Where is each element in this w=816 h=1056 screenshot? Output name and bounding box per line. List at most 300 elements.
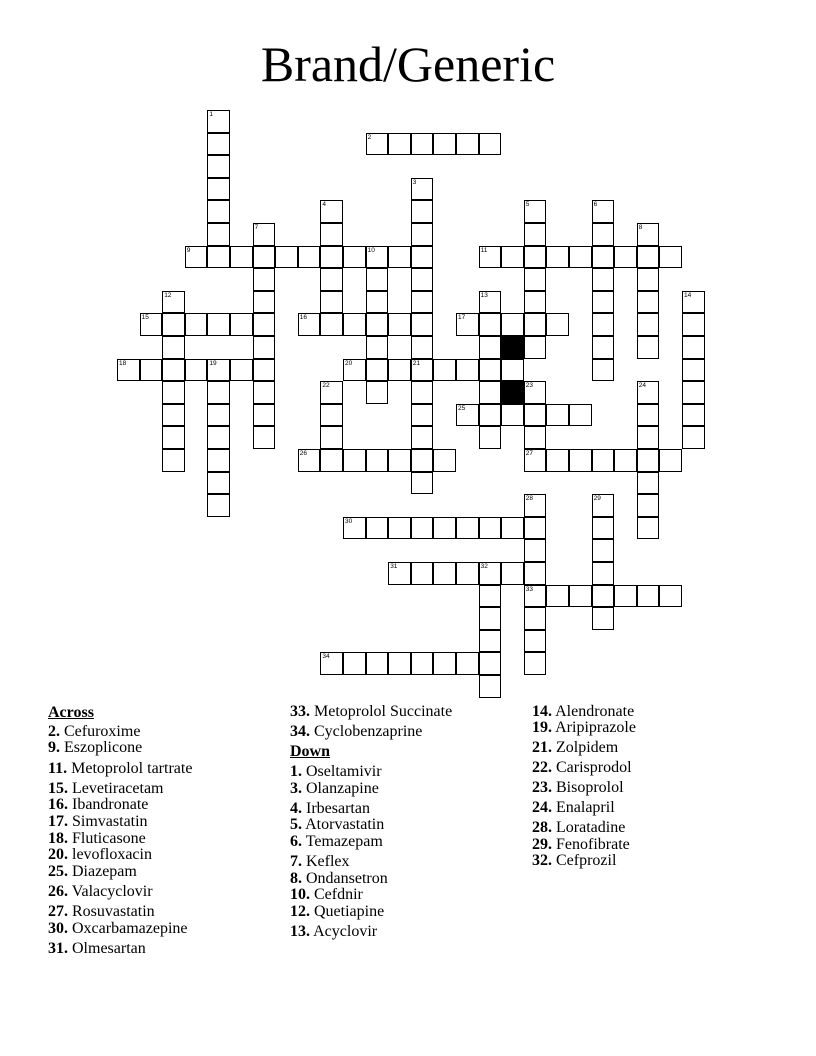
grid-cell[interactable] (388, 313, 411, 336)
grid-cell[interactable] (456, 404, 479, 427)
grid-cell[interactable] (479, 426, 502, 449)
grid-cell[interactable] (207, 494, 230, 517)
clue-number-label: 11 (480, 246, 488, 254)
grid-cell[interactable] (456, 652, 479, 675)
clue-number: 25. (48, 863, 68, 880)
clue-number: 17. (48, 813, 68, 830)
clue-number-label: 7 (254, 224, 259, 231)
clue-number: 32. (532, 852, 552, 869)
grid-cell[interactable] (411, 517, 434, 540)
clue-text: Acyclovir (313, 923, 378, 940)
clue-number: 30. (48, 920, 68, 937)
grid-cell[interactable] (411, 178, 434, 201)
clue-item (532, 852, 616, 869)
grid-cell[interactable] (411, 200, 434, 223)
grid-cell[interactable] (479, 517, 502, 540)
clue-number-label: 23 (525, 382, 534, 390)
clue-number-label: 28 (525, 495, 534, 503)
grid-cell[interactable] (207, 223, 230, 246)
grid-cell[interactable] (456, 133, 479, 156)
clue-text: Eszoplicone (64, 739, 143, 756)
grid-cell[interactable] (592, 268, 615, 291)
grid-cell[interactable] (546, 404, 569, 427)
grid-cell[interactable] (185, 246, 208, 269)
grid-cell[interactable] (524, 291, 547, 314)
grid-cell[interactable] (320, 404, 343, 427)
grid-cell[interactable] (253, 223, 276, 246)
grid-cell[interactable] (253, 381, 276, 404)
grid-cell[interactable] (524, 426, 547, 449)
grid-cell[interactable] (207, 155, 230, 178)
grid-cell[interactable] (388, 449, 411, 472)
grid-cell[interactable] (275, 246, 298, 269)
clue-number: 27. (48, 903, 68, 920)
grid-cell[interactable] (479, 652, 502, 675)
grid-cell[interactable] (343, 652, 366, 675)
grid-cell[interactable] (524, 404, 547, 427)
grid-cell[interactable] (411, 246, 434, 269)
grid-cell[interactable] (411, 404, 434, 427)
grid-cell[interactable] (366, 268, 389, 291)
clue-number: 26. (48, 883, 68, 900)
grid-cell[interactable] (592, 585, 615, 608)
clue-number: 22. (532, 759, 552, 776)
grid-cell[interactable] (479, 675, 502, 698)
clue-text: Simvastatin (72, 813, 148, 830)
grid-cell[interactable] (569, 404, 592, 427)
clue-item (290, 870, 388, 887)
grid-cell[interactable] (479, 291, 502, 314)
clue-number-label: 16 (299, 314, 308, 322)
grid-cell[interactable] (637, 381, 660, 404)
grid-cell[interactable] (366, 517, 389, 540)
clue-text: Zolpidem (556, 739, 619, 756)
grid-cell[interactable] (524, 494, 547, 517)
clue-item (290, 833, 383, 850)
clue-text: Alendronate (555, 703, 635, 720)
clue-number-label: 8 (638, 224, 643, 231)
grid-cell[interactable] (320, 268, 343, 291)
grid-cell[interactable] (524, 585, 547, 608)
grid-cell[interactable] (207, 426, 230, 449)
grid-cell[interactable] (411, 562, 434, 585)
clue-item (48, 723, 140, 740)
clue-number: 19. (532, 719, 552, 736)
clue-number: 20. (48, 846, 68, 863)
grid-cell[interactable] (230, 359, 253, 382)
grid-cell[interactable] (366, 381, 389, 404)
grid-cell[interactable] (185, 359, 208, 382)
grid-cell[interactable] (524, 449, 547, 472)
grid-cell[interactable] (207, 449, 230, 472)
grid-cell[interactable] (253, 313, 276, 336)
grid-cell[interactable] (162, 426, 185, 449)
grid-cell[interactable] (637, 472, 660, 495)
grid-cell[interactable] (659, 449, 682, 472)
grid-cell[interactable] (637, 336, 660, 359)
clue-item (48, 739, 142, 756)
clue-item (48, 863, 137, 880)
clue-number: 15. (48, 780, 68, 797)
clue-number: 6. (290, 833, 302, 850)
grid-cell[interactable] (682, 336, 705, 359)
clue-number: 31. (48, 940, 68, 957)
clue-item (532, 779, 624, 796)
grid-cell[interactable] (411, 268, 434, 291)
grid-cell[interactable] (479, 404, 502, 427)
grid-cell[interactable] (637, 449, 660, 472)
grid-cell[interactable] (524, 313, 547, 336)
clue-number: 12. (290, 903, 310, 920)
clue-text: Levetiracetam (72, 780, 164, 797)
grid-cell[interactable] (524, 539, 547, 562)
clue-number: 21. (532, 739, 552, 756)
clue-number: 8. (290, 870, 302, 887)
grid-cell[interactable] (253, 246, 276, 269)
clue-item (532, 819, 625, 836)
grid-cell[interactable] (501, 359, 524, 382)
grid-cell[interactable] (343, 517, 366, 540)
clue-number: 3. (290, 780, 302, 797)
grid-cell[interactable] (230, 246, 253, 269)
grid-cell[interactable] (501, 517, 524, 540)
grid-cell[interactable] (320, 381, 343, 404)
clue-number: 10. (290, 886, 310, 903)
grid-cell[interactable] (388, 562, 411, 585)
grid-cell[interactable] (637, 291, 660, 314)
grid-cell[interactable] (479, 381, 502, 404)
grid-cell[interactable] (592, 562, 615, 585)
grid-cell[interactable] (343, 246, 366, 269)
clue-number: 14. (532, 703, 552, 720)
grid-cell[interactable] (433, 517, 456, 540)
grid-cell[interactable] (637, 223, 660, 246)
grid-cell[interactable] (162, 381, 185, 404)
grid-cell[interactable] (411, 652, 434, 675)
grid-cell[interactable] (501, 246, 524, 269)
grid-cell[interactable] (411, 133, 434, 156)
grid-cell[interactable] (456, 313, 479, 336)
grid-cell[interactable] (592, 517, 615, 540)
grid-cell[interactable] (411, 359, 434, 382)
grid-cell[interactable] (207, 178, 230, 201)
grid-cell[interactable] (524, 630, 547, 653)
clue-number: 13. (290, 923, 310, 940)
grid-cell[interactable] (682, 381, 705, 404)
clue-section-heading: Across (48, 704, 94, 721)
grid-cell[interactable] (456, 359, 479, 382)
grid-cell[interactable] (637, 268, 660, 291)
clue-text: Ondansetron (306, 870, 388, 887)
grid-cell[interactable] (637, 494, 660, 517)
clue-number-label: 17 (458, 314, 466, 322)
grid-cell[interactable] (207, 381, 230, 404)
grid-cell[interactable] (637, 426, 660, 449)
clue-text: Loratadine (556, 819, 626, 836)
grid-cell[interactable] (207, 359, 230, 382)
clue-item (532, 799, 615, 816)
grid-cell[interactable] (524, 381, 547, 404)
grid-cell[interactable] (614, 246, 637, 269)
grid-cell[interactable] (140, 359, 163, 382)
grid-cell[interactable] (207, 110, 230, 133)
clue-text: Oxcarbamazepine (72, 920, 188, 937)
grid-cell[interactable] (388, 246, 411, 269)
clue-number: 1. (290, 763, 302, 780)
grid-cell[interactable] (501, 313, 524, 336)
clue-text: Cefprozil (556, 852, 617, 869)
clue-item (48, 846, 152, 863)
grid-cell[interactable] (366, 359, 389, 382)
grid-cell[interactable] (411, 291, 434, 314)
grid-cell[interactable] (162, 404, 185, 427)
grid-cell[interactable] (298, 246, 321, 269)
grid-cell[interactable] (185, 313, 208, 336)
grid-cell[interactable] (298, 313, 321, 336)
grid-cell[interactable] (479, 359, 502, 382)
grid-cell[interactable] (456, 517, 479, 540)
grid-cell[interactable] (682, 426, 705, 449)
clue-number: 29. (532, 836, 552, 853)
clue-item (290, 763, 382, 780)
grid-cell[interactable] (388, 652, 411, 675)
grid-cell[interactable] (230, 313, 253, 336)
grid-cell[interactable] (637, 517, 660, 540)
clue-text: Rosuvastatin (72, 903, 155, 920)
grid-cell[interactable] (433, 359, 456, 382)
clue-number: 5. (290, 816, 302, 833)
grid-cell[interactable] (366, 336, 389, 359)
clue-number-label: 31 (390, 563, 398, 570)
grid-cell[interactable] (320, 652, 343, 675)
grid-cell[interactable] (524, 246, 547, 269)
clue-number-label: 10 (367, 246, 375, 254)
grid-cell[interactable] (320, 223, 343, 246)
grid-cell[interactable] (592, 336, 615, 359)
clue-text: Irbesartan (306, 800, 370, 817)
grid-cell[interactable] (411, 449, 434, 472)
grid-cell[interactable] (433, 449, 456, 472)
clue-item (290, 886, 363, 903)
grid-cell[interactable] (320, 200, 343, 223)
grid-cell[interactable] (253, 268, 276, 291)
grid-cell[interactable] (524, 200, 547, 223)
grid-cell[interactable] (411, 381, 434, 404)
clue-text: Metoprolol tartrate (71, 760, 193, 777)
grid-cell[interactable] (366, 133, 389, 156)
clue-item (290, 703, 452, 720)
grid-cell[interactable] (592, 449, 615, 472)
grid-cell[interactable] (546, 449, 569, 472)
clue-number-label: 20 (345, 359, 353, 367)
grid-cell[interactable] (253, 404, 276, 427)
grid-cell[interactable] (479, 246, 502, 269)
grid-cell[interactable] (320, 246, 343, 269)
grid-cell[interactable] (162, 359, 185, 382)
grid-cell[interactable] (682, 359, 705, 382)
clue-text: Oseltamivir (306, 763, 382, 780)
clue-item (48, 883, 153, 900)
clue-number-label: 33 (525, 585, 534, 593)
grid-cell[interactable] (366, 313, 389, 336)
grid-cell[interactable] (253, 359, 276, 382)
grid-cell[interactable] (320, 449, 343, 472)
grid-cell[interactable] (479, 562, 502, 585)
grid-cell[interactable] (253, 336, 276, 359)
clue-item (532, 719, 636, 736)
puzzle-title: Brand/Generic (260, 36, 556, 92)
grid-cell[interactable] (592, 607, 615, 630)
grid-cell[interactable] (682, 404, 705, 427)
grid-cell[interactable] (592, 223, 615, 246)
clue-number-label: 30 (345, 517, 353, 525)
grid-cell[interactable] (637, 404, 660, 427)
grid-cell[interactable] (433, 133, 456, 156)
grid-cell[interactable] (433, 652, 456, 675)
grid-cell[interactable] (162, 336, 185, 359)
clue-number-label: 3 (412, 178, 417, 186)
clue-text: Cefuroxime (64, 723, 141, 740)
grid-cell[interactable] (637, 585, 660, 608)
clue-number-label: 12 (164, 291, 172, 299)
grid-cell[interactable] (140, 313, 163, 336)
grid-cell[interactable] (592, 291, 615, 314)
clue-text: Carisprodol (556, 759, 632, 776)
grid-cell[interactable] (501, 404, 524, 427)
grid-cell[interactable] (569, 246, 592, 269)
grid-cell[interactable] (524, 517, 547, 540)
grid-cell[interactable] (411, 336, 434, 359)
grid-cell[interactable] (162, 291, 185, 314)
grid-cell[interactable] (479, 585, 502, 608)
clue-number-label: 34 (322, 653, 330, 661)
clue-text: Cyclobenzaprine (314, 723, 423, 740)
grid-cell[interactable] (117, 359, 140, 382)
clue-text: Aripiprazole (555, 719, 636, 736)
grid-cell[interactable] (524, 607, 547, 630)
grid-cell[interactable] (366, 246, 389, 269)
grid-cell[interactable] (343, 359, 366, 382)
grid-cell[interactable] (614, 449, 637, 472)
grid-cell[interactable] (343, 449, 366, 472)
grid-cell[interactable] (253, 291, 276, 314)
clue-text: Bisoprolol (556, 779, 624, 796)
grid-cell[interactable] (388, 517, 411, 540)
grid-cell[interactable] (253, 426, 276, 449)
clue-text: Temazepam (305, 833, 383, 850)
grid-cell[interactable] (207, 246, 230, 269)
clue-number-label: 9 (186, 246, 191, 254)
clue-number: 11. (48, 760, 68, 777)
grid-cell[interactable] (659, 246, 682, 269)
grid-cell[interactable] (592, 494, 615, 517)
grid-cell[interactable] (546, 585, 569, 608)
grid-cell[interactable] (479, 336, 502, 359)
grid-cell[interactable] (162, 313, 185, 336)
grid-cell[interactable] (479, 607, 502, 630)
grid-cell[interactable] (320, 426, 343, 449)
clue-number-label: 1 (209, 111, 214, 118)
grid-cell[interactable] (501, 562, 524, 585)
grid-cell[interactable] (524, 268, 547, 291)
grid-cell[interactable] (546, 313, 569, 336)
clue-number-label: 22 (322, 382, 330, 390)
clue-item (48, 830, 146, 847)
grid-cell[interactable] (320, 291, 343, 314)
clue-number-label: 13 (480, 291, 488, 299)
clue-text: levofloxacin (72, 846, 152, 863)
grid-cell[interactable] (524, 223, 547, 246)
clue-number-label: 4 (322, 201, 327, 209)
grid-cell[interactable] (411, 223, 434, 246)
clue-item (290, 816, 384, 833)
grid-cell[interactable] (479, 313, 502, 336)
grid-cell[interactable] (433, 562, 456, 585)
clue-number-label: 5 (525, 201, 530, 209)
grid-cell[interactable] (592, 539, 615, 562)
grid-cell[interactable] (592, 246, 615, 269)
clue-section-heading: Down (290, 743, 331, 760)
grid-cell[interactable] (524, 336, 547, 359)
grid-cell[interactable] (207, 472, 230, 495)
clue-number: 9. (48, 739, 60, 756)
grid-cell[interactable] (162, 449, 185, 472)
grid-cell[interactable] (411, 313, 434, 336)
grid-cell[interactable] (637, 313, 660, 336)
grid-cell[interactable] (592, 313, 615, 336)
grid-cell[interactable] (388, 133, 411, 156)
clue-item (290, 800, 370, 817)
grid-cell[interactable] (682, 313, 705, 336)
clue-item (48, 940, 146, 957)
grid-cell[interactable] (524, 652, 547, 675)
grid-cell[interactable] (456, 562, 479, 585)
grid-cell[interactable] (592, 359, 615, 382)
grid-cell[interactable] (207, 133, 230, 156)
grid-cell[interactable] (320, 313, 343, 336)
grid-cell[interactable] (592, 200, 615, 223)
grid-cell[interactable] (546, 246, 569, 269)
clue-item (48, 796, 148, 813)
clue-number-label: 18 (119, 359, 127, 367)
grid-cell[interactable] (524, 562, 547, 585)
grid-cell[interactable] (207, 313, 230, 336)
grid-cell[interactable] (614, 585, 637, 608)
grid-cell[interactable] (298, 449, 321, 472)
grid-cell[interactable] (411, 426, 434, 449)
grid-cell[interactable] (479, 630, 502, 653)
grid-cell[interactable] (682, 291, 705, 314)
clue-number-label: 32 (480, 563, 488, 570)
grid-cell[interactable] (659, 585, 682, 608)
grid-cell[interactable] (411, 472, 434, 495)
clue-number: 4. (290, 800, 302, 817)
grid-cell[interactable] (569, 449, 592, 472)
grid-cell[interactable] (366, 291, 389, 314)
grid-cell[interactable] (343, 313, 366, 336)
clue-number-label: 15 (141, 314, 149, 322)
grid-cell[interactable] (366, 652, 389, 675)
clue-item (532, 836, 630, 853)
grid-cell[interactable] (479, 133, 502, 156)
grid-cell[interactable] (637, 246, 660, 269)
grid-cell[interactable] (207, 200, 230, 223)
clue-number-label: 26 (299, 450, 308, 457)
grid-cell[interactable] (207, 404, 230, 427)
grid-cell[interactable] (366, 449, 389, 472)
grid-cell[interactable] (569, 585, 592, 608)
grid-cell[interactable] (388, 359, 411, 382)
